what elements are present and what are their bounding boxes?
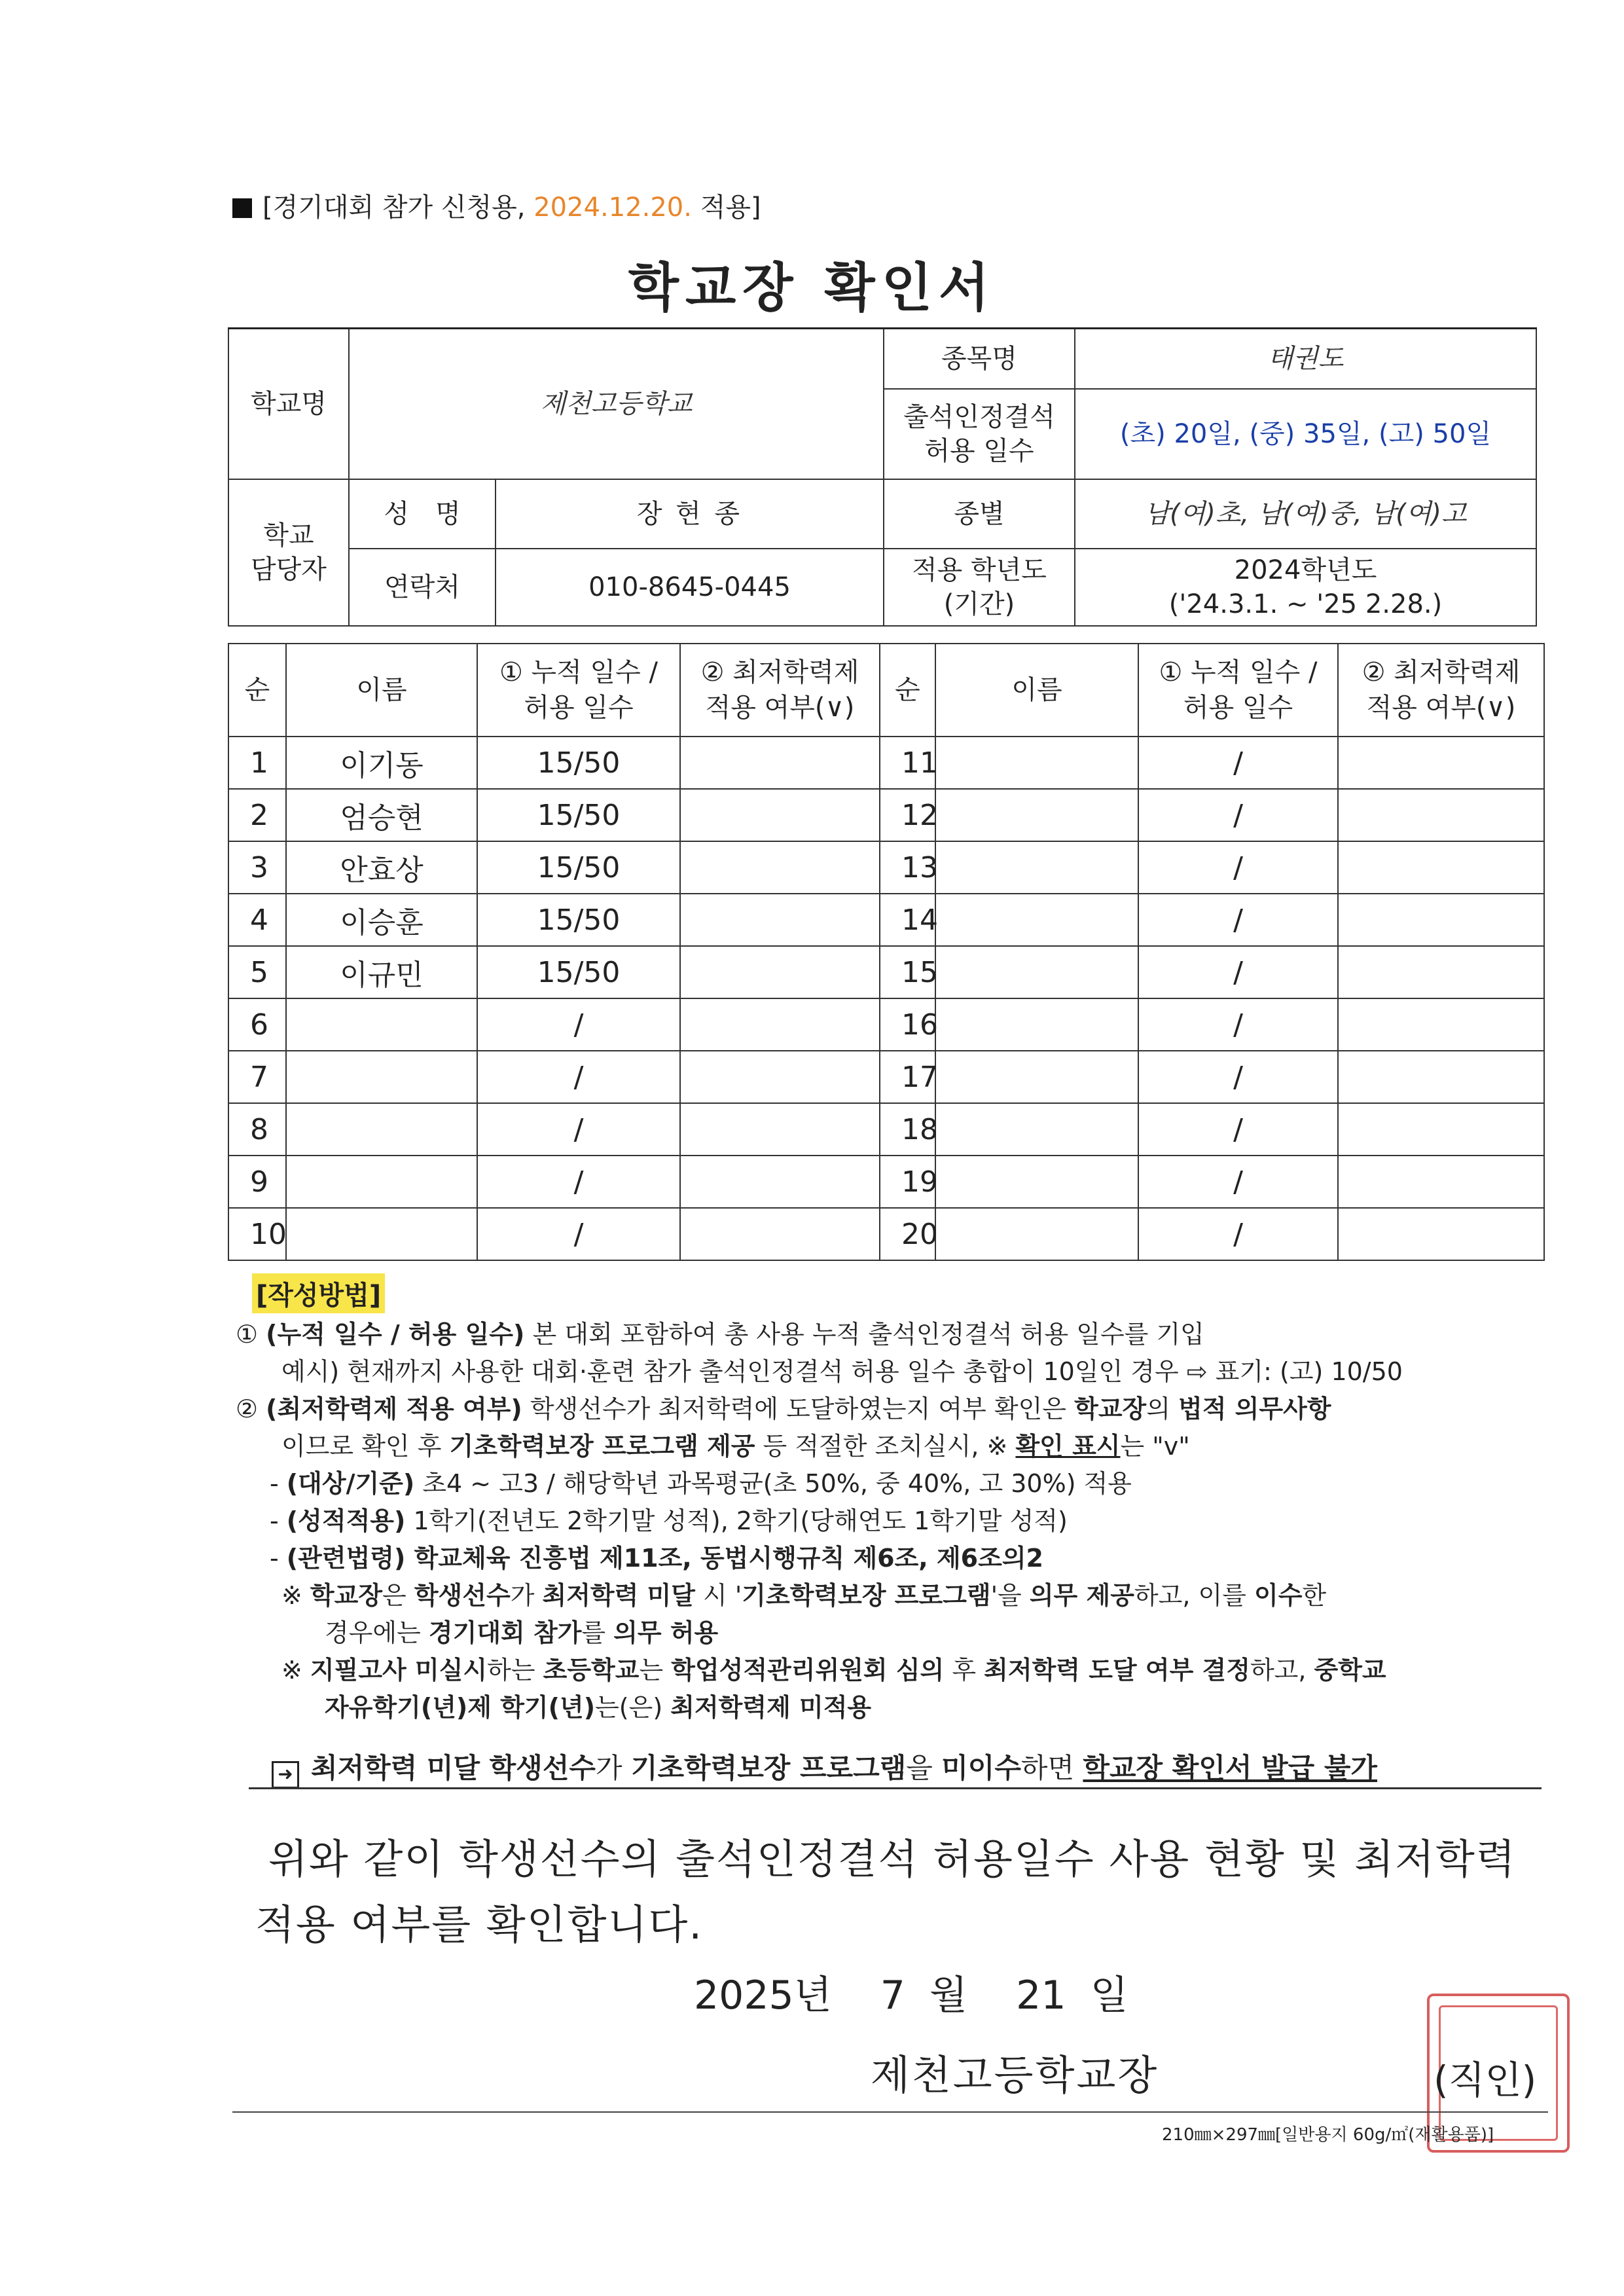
col-name-right: 이름 — [935, 644, 1138, 737]
method-line: - (대상/기준) 초4 ~ 고3 / 해당학년 과목평균(초 50%, 중 40%, 고 30%) 적용 — [270, 1469, 1132, 1498]
applied-date: 2024.12.20. — [533, 192, 692, 223]
student-name — [286, 1208, 477, 1260]
row-number: 11 — [880, 737, 935, 789]
row-number: 19 — [880, 1156, 935, 1208]
absence-days: 15/50 — [477, 737, 680, 789]
school-label: 학교명 — [228, 329, 349, 479]
row-number: 7 — [228, 1051, 286, 1103]
info-table — [228, 327, 1537, 627]
min-achievement-check — [680, 737, 880, 789]
row-number: 4 — [228, 894, 286, 946]
absence-days: / — [477, 998, 680, 1051]
absence-days: / — [477, 1103, 680, 1156]
absence-days: / — [477, 1156, 680, 1208]
absence-days-label: 출석인정결석 허용 일수 — [884, 389, 1075, 479]
sport-value: 태권도 — [1075, 329, 1536, 389]
min-achievement-check — [680, 841, 880, 894]
method-line: 자유학기(년)제 학기(년)는(은) 최저학력제 미적용 — [325, 1693, 872, 1722]
absence-days: 15/50 — [477, 894, 680, 946]
method-line: - (성적적용) 1학기(전년도 2학기말 성적), 2학기(당해연도 1학기말 성적) — [270, 1506, 1068, 1535]
method-line: 예시) 현재까지 사용한 대회·훈련 참가 출석인정결석 허용 일수 총합이 10일인 경우 ⇨ 표기: (고) 10/50 — [281, 1357, 1403, 1386]
col-min-right: ② 최저학력제 적용 여부(∨) — [1338, 644, 1544, 737]
student-name — [935, 894, 1138, 946]
row-number: 18 — [880, 1103, 935, 1156]
school-name: 제천고등학교 — [349, 329, 884, 479]
row-number: 8 — [228, 1103, 286, 1156]
absence-days: 15/50 — [477, 946, 680, 998]
square-bullet-icon — [232, 198, 252, 218]
contact-label: 연락처 — [349, 549, 496, 626]
min-achievement-check — [680, 1051, 880, 1103]
absence-days: / — [1138, 894, 1338, 946]
table-row — [228, 894, 1544, 946]
student-name — [935, 1051, 1138, 1103]
table-row — [228, 1156, 1544, 1208]
min-achievement-check — [1338, 1156, 1544, 1208]
roster-header-row — [228, 644, 1544, 737]
absence-days: / — [1138, 737, 1338, 789]
method-title: [작성방법] — [252, 1273, 385, 1313]
col-days-left: ① 누적 일수 / 허용 일수 — [477, 644, 680, 737]
student-name: 안효상 — [286, 841, 477, 894]
footer-divider — [232, 2111, 1548, 2113]
absence-days-value: (초) 20일, (중) 35일, (고) 50일 — [1075, 389, 1536, 479]
min-achievement-check — [680, 1208, 880, 1260]
student-name — [935, 1208, 1138, 1260]
table-row — [228, 789, 1544, 841]
arrow-box-icon: ➜ — [272, 1761, 299, 1789]
table-row — [228, 1051, 1544, 1103]
student-name: 이기동 — [286, 737, 477, 789]
col-min-left: ② 최저학력제 적용 여부(∨) — [680, 644, 880, 737]
row-number: 12 — [880, 789, 935, 841]
col-name-left: 이름 — [286, 644, 477, 737]
divider — [249, 1787, 1542, 1789]
issue-date: 2025년 7 월 21 일 — [694, 1973, 1128, 2018]
issuance-warning: ➜ 최저학력 미달 학생선수가 기초학력보장 프로그램을 미이수하면 학교장 확인서 발급 불가 — [272, 1747, 1377, 1789]
table-row — [228, 946, 1544, 998]
method-line: ② (최저학력제 적용 여부) 학생선수가 최저학력에 도달하였는지 여부 확인은 학교장의 법적 의무사항 — [236, 1394, 1331, 1423]
row-number: 5 — [228, 946, 286, 998]
min-achievement-check — [1338, 1208, 1544, 1260]
min-achievement-check — [680, 1103, 880, 1156]
category-label: 종별 — [884, 479, 1075, 549]
paper-spec-footer: 210㎜×297㎜[일반용지 60g/㎡(재활용품)] — [1162, 2125, 1494, 2145]
min-achievement-check — [1338, 998, 1544, 1051]
absence-days: 15/50 — [477, 789, 680, 841]
student-name — [935, 946, 1138, 998]
absence-days: / — [477, 1208, 680, 1260]
method-line: - (관련법령) 학교체육 진흥법 제11조, 동법시행규칙 제6조, 제6조의2 — [270, 1544, 1043, 1573]
row-number: 15 — [880, 946, 935, 998]
table-row — [228, 998, 1544, 1051]
min-achievement-check — [1338, 1103, 1544, 1156]
row-number: 2 — [228, 789, 286, 841]
min-achievement-check — [1338, 737, 1544, 789]
absence-days: / — [477, 1051, 680, 1103]
row-number: 14 — [880, 894, 935, 946]
manager-name: 장 현 종 — [496, 479, 884, 549]
min-achievement-check — [1338, 1051, 1544, 1103]
student-name: 이승훈 — [286, 894, 477, 946]
table-row — [228, 1208, 1544, 1260]
confirmation-text: 위와 같이 학생선수의 출석인정결석 허용일수 사용 현황 및 최저학력 적용 여부를 확인합니다. — [255, 1835, 1517, 1948]
contact-value: 010-8645-0445 — [496, 549, 884, 626]
student-roster-table — [228, 643, 1545, 1261]
row-number: 17 — [880, 1051, 935, 1103]
school-year-label: 적용 학년도 (기간) — [884, 549, 1075, 626]
student-name — [286, 1103, 477, 1156]
student-name — [286, 1156, 477, 1208]
absence-days: / — [1138, 1208, 1338, 1260]
table-row — [228, 1103, 1544, 1156]
name-label: 성 명 — [349, 479, 496, 549]
sport-label: 종목명 — [884, 329, 1075, 389]
document-title: 학교장 확인서 — [628, 257, 996, 318]
row-number: 10 — [228, 1208, 286, 1260]
method-line: 경우에는 경기대회 참가를 의무 허용 — [325, 1618, 719, 1647]
student-name — [286, 998, 477, 1051]
min-achievement-check — [1338, 789, 1544, 841]
form-usage-note: [경기대회 참가 신청용, 2024.12.20. 적용] — [232, 187, 761, 224]
min-achievement-check — [1338, 841, 1544, 894]
student-name — [935, 1103, 1138, 1156]
absence-days: / — [1138, 1156, 1338, 1208]
student-name: 엄승현 — [286, 789, 477, 841]
method-line: 이므로 확인 후 기초학력보장 프로그램 제공 등 적절한 조치실시, ※ 확인 표시는 "v" — [281, 1432, 1190, 1461]
min-achievement-check — [680, 1156, 880, 1208]
student-name — [286, 1051, 477, 1103]
absence-days: / — [1138, 841, 1338, 894]
min-achievement-check — [680, 998, 880, 1051]
row-number: 3 — [228, 841, 286, 894]
min-achievement-check — [680, 946, 880, 998]
school-year-value: 2024학년도 ('24.3.1. ~ '25 2.28.) — [1075, 549, 1536, 626]
student-name: 이규민 — [286, 946, 477, 998]
absence-days: / — [1138, 946, 1338, 998]
student-name — [935, 789, 1138, 841]
min-achievement-check — [680, 789, 880, 841]
method-instructions — [236, 1316, 1545, 1726]
student-name — [935, 737, 1138, 789]
row-number: 6 — [228, 998, 286, 1051]
method-line: ① (누적 일수 / 허용 일수) 본 대회 포함하여 총 사용 누적 출석인정결석 허용 일수를 기입 — [236, 1320, 1204, 1349]
min-achievement-check — [1338, 946, 1544, 998]
row-number: 20 — [880, 1208, 935, 1260]
method-line: ※ 학교장은 학생선수가 최저학력 미달 시 '기초학력보장 프로그램'을 의무 제공하고, 이를 이수한 — [281, 1581, 1327, 1610]
principal-title: 제천고등학교장 — [871, 2051, 1159, 2099]
student-name — [935, 998, 1138, 1051]
col-days-right: ① 누적 일수 / 허용 일수 — [1138, 644, 1338, 737]
method-line: ※ 지필고사 미실시하는 초등학교는 학업성적관리위원회 심의 후 최저학력 도달 여부 결정하고, 중학교 — [281, 1656, 1386, 1685]
student-name — [935, 1156, 1138, 1208]
min-achievement-check — [1338, 894, 1544, 946]
student-name — [935, 841, 1138, 894]
table-row — [228, 841, 1544, 894]
manager-label: 학교 담당자 — [228, 479, 349, 626]
seal-label: (직인) — [1434, 2058, 1537, 2102]
category-value: 남(여)초, 남(여)중, 남(여)고 — [1075, 479, 1536, 549]
min-achievement-check — [680, 894, 880, 946]
absence-days: / — [1138, 1051, 1338, 1103]
col-no-right: 순 — [880, 644, 935, 737]
row-number: 13 — [880, 841, 935, 894]
absence-days: / — [1138, 998, 1338, 1051]
row-number: 9 — [228, 1156, 286, 1208]
row-number: 16 — [880, 998, 935, 1051]
row-number: 1 — [228, 737, 286, 789]
absence-days: / — [1138, 789, 1338, 841]
col-no-left: 순 — [228, 644, 286, 737]
absence-days: 15/50 — [477, 841, 680, 894]
absence-days: / — [1138, 1103, 1338, 1156]
table-row — [228, 737, 1544, 789]
